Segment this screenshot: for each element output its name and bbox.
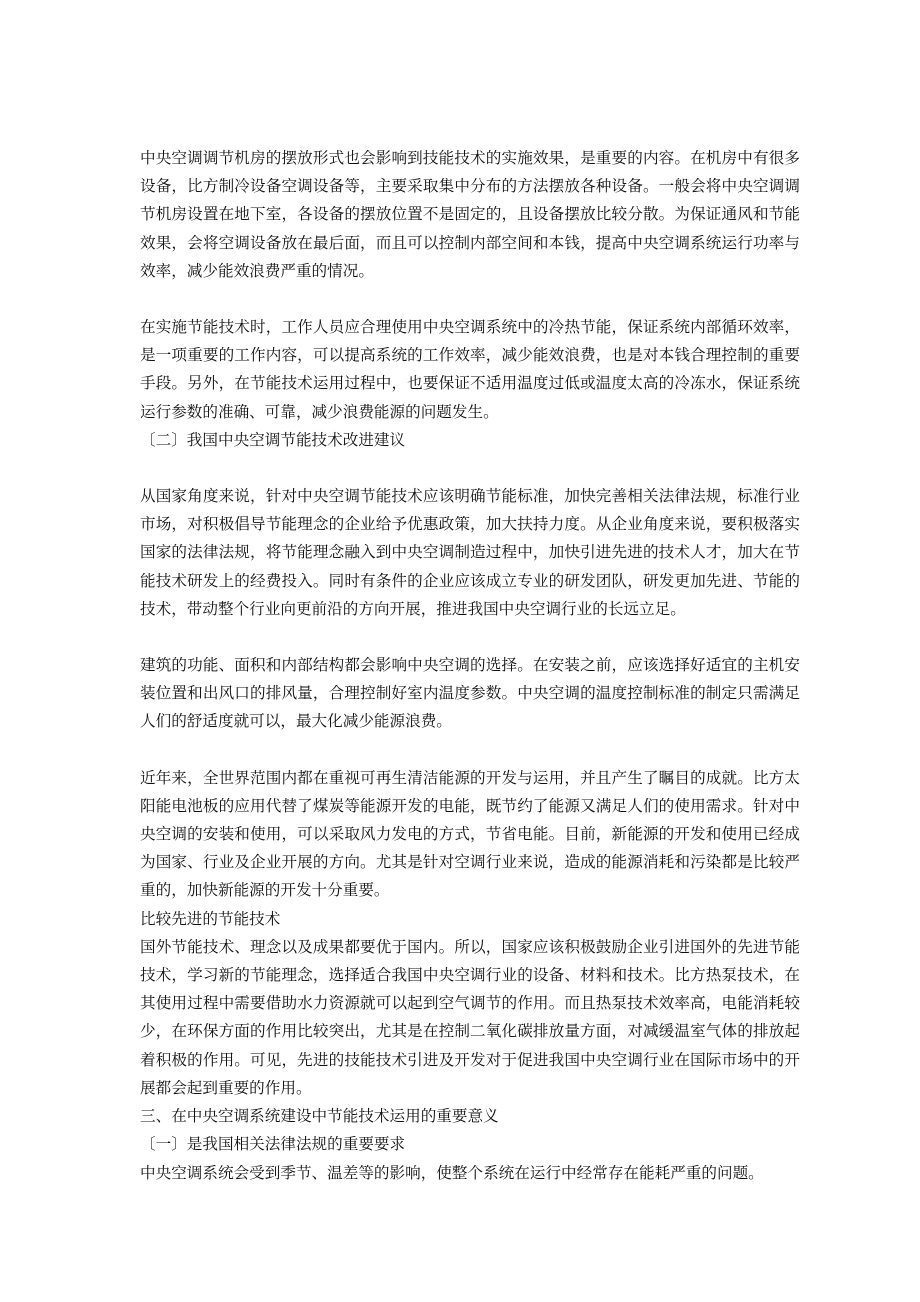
section-heading-advanced-technology: 比较先进的节能技术 — [140, 909, 281, 928]
paragraph-foreign-technology: 国外节能技术、理念以及成果都要优于国内。所以，国家应该积极鼓励企业引进国外的先进节能技术，学习新的节能理念，选择适合我国中央空调行业的设备、材料和技术。比方热泵技术，在其使用过程中需要借助水力资源就可以起到空气调节的作用。而且热泵技术效率高，电能消耗较少，在环保方面的作用比较突出，尤其是在控制二氧化碳排放量方面，对减缓温室气体的排放起着积极的作用。可见，先进的技能技术引进及开发对于促进我国中央空调行业在国际市场中的开展都会起到重要的作用。 — [140, 937, 800, 1097]
paragraph-renewable-energy: 近年来，全世界范围内都在重视可再生清洁能源的开发与运用，并且产生了瞩目的成就。比方太阳能电池板的应用代替了煤炭等能源开发的电能，既节约了能源又满足人们的使用需求。针对中央空调的安装和使用，可以采取风力发电的方式，节省电能。目前，新能源的开发和使用已经成为国家、行业及企业开展的方向。尤其是针对空调行业来说，造成的能源消耗和污染都是比较严重的，加快新能源的开发十分重要。 — [140, 768, 800, 900]
paragraph-seasonal-impact: 中央空调系统会受到季节、温差等的影响，使整个系统在运行中经常存在能耗严重的问题。 — [140, 1163, 764, 1182]
section-heading-legal-requirements: 〔一〕是我国相关法律法规的重要要求 — [140, 1135, 406, 1154]
paragraph-building-structure: 建筑的功能、面积和内部结构都会影响中央空调的选择。在安装之前，应该选择好适宜的主机安装位置和出风口的排风量，合理控制好室内温度参数。中央空调的温度控制标准的制定只需满足人们的舒适度就可以，最大化减少能源浪费。 — [140, 656, 800, 731]
paragraph-energy-saving-practice: 在实施节能技术时，工作人员应合理使用中央空调系统中的冷热节能，保证系统内部循环效率，是一项重要的工作内容，可以提高系统的工作效率，减少能效浪费，也是对本钱合理控制的重要手段。另外，在节能技术运用过程中，也要保证不适用温度过低或温度太高的冷冻水，保证系统运行参数的准确、可靠，减少浪费能源的问题发生。 — [140, 318, 800, 421]
paragraph-machine-room-layout: 中央空调调节机房的摆放形式也会影响到技能技术的实施效果，是重要的内容。在机房中有很多设备，比方制冷设备空调设备等，主要采取集中分布的方法摆放各种设备。一般会将中央空调调节机房设置在地下室，各设备的摆放位置不是固定的，且设备摆放比较分散。为保证通风和节能效果，会将空调设备放在最后面，而且可以控制内部空间和本钱，提高中央空调系统运行功率与效率，减少能效浪费严重的情况。 — [140, 149, 800, 280]
document-body — [140, 144, 800, 1187]
paragraph-spacer — [140, 454, 800, 482]
paragraph-national-enterprise-perspective: 从国家角度来说，针对中央空调节能技术应该明确节能标准，加快完善相关法律法规，标准行业市场，对积极倡导节能理念的企业给予优惠政策，加大扶持力度。从企业角度来说，要积极落实国家的法律法规，将节能理念融入到中央空调制造过程中，加快引进先进的技术人才，加大在节能技术研发上的经费投入。同时有条件的企业应该成立专业的研发团队，研发更加先进、节能的技术，带动整个行业向更前沿的方向开展，推进我国中央空调行业的长远立足。 — [140, 487, 800, 618]
section-heading-improvement-suggestions: 〔二〕我国中央空调节能技术改进建议 — [140, 430, 406, 449]
paragraph-spacer — [140, 623, 800, 651]
section-heading-significance: 三、在中央空调系统建设中节能技术运用的重要意义 — [140, 1107, 499, 1126]
paragraph-spacer — [140, 285, 800, 313]
paragraph-spacer — [140, 736, 800, 764]
